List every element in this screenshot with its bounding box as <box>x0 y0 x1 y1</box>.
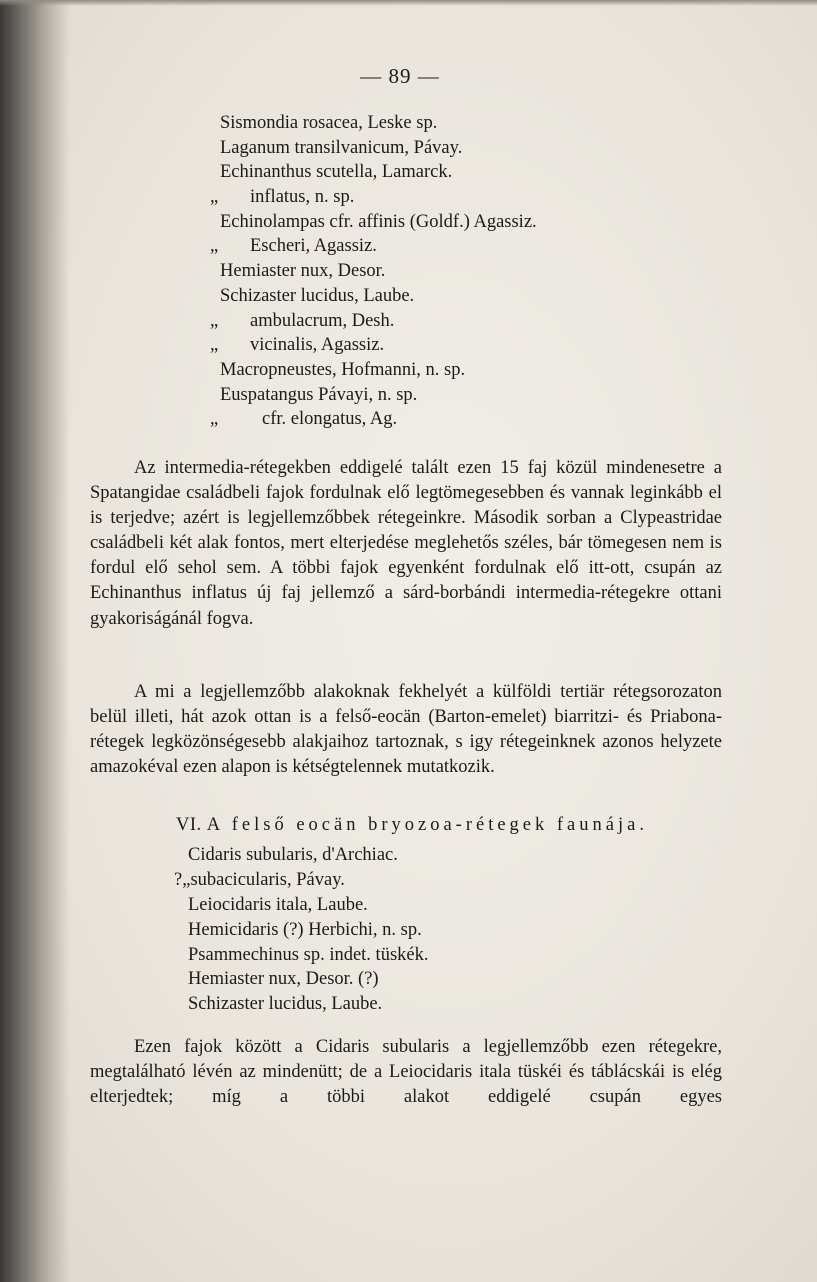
list-item: Schizaster lucidus, Laube. <box>220 285 415 306</box>
paragraph-text: Az intermedia-rétegekben eddigelé talált ezen 15 faj közül mindenesetre a Spatangidae családbeli fajok fordulnak elő legtömegesebben és vannak leginkább el is terjedve; azért is legjellemzőbbek rétegeinkre. Második sorban a Clypeastridae családbeli két alak fontos, mert elterjedése meglehetős széles, bár tömegesen nem is fordul elő sehol sem. A többi fajok egyenként fordulnak elő itt-ott, csupán az Echinanthus inflatus új faj jellemző a sárd-borbándi intermedia-rétegekre ottani gyakoriságánál fogva. <box>90 458 722 629</box>
ditto-mark: „ <box>210 310 219 331</box>
list-item: Echinolampas cfr. affinis (Goldf.) Agassiz. <box>220 211 537 232</box>
page-top-edge <box>0 0 817 6</box>
list-item: Laganum transilvanicum, Pávay. <box>220 137 463 158</box>
list-item: Echinanthus scutella, Lamarck. <box>220 162 453 183</box>
paragraph-text: Ezen fajok között a Cidaris subularis a legjellemzőbb ezen rétegekre, megtalálható lévén az mindenütt; de a Leiocidaris itala tüskéi és táblácskái is elég elterjedtek; míg a többi alakot eddigelé csupán egyes <box>90 1037 722 1108</box>
paragraph-stratigraphic-position <box>90 680 722 780</box>
list-item: ?„subacicularis, Pávay. <box>174 869 345 890</box>
list-item: „ vicinalis, Agassiz. <box>188 333 748 358</box>
query-mark: ? <box>174 869 183 890</box>
ditto-mark: „ <box>210 236 219 257</box>
ditto-mark: „ <box>210 335 219 356</box>
section-title: A felső eocän bryozoa-rétegek faunája. <box>206 815 648 835</box>
list-item: Cidaris subularis, d'Archiac. <box>188 845 398 865</box>
list-item: „ Escheri, Agassiz. <box>188 234 748 259</box>
ditto-mark: „ <box>210 187 219 208</box>
paragraph-text: A mi a legjellemzőbb alakoknak fekhelyét a külföldi tertiär rétegsorozaton belül illeti, hát azok ottan is a felső-eocän (Barton-emelet) biarritzi- és Priabona-rétegek legközönségesebb alakjaihoz tartoznak, s igy rétegeinknek azonos helyzete amazokéval ezen alapon is kétségtelennek mutatkozik. <box>90 682 722 778</box>
list-item: Euspatangus Pávayi, n. sp. <box>220 384 418 405</box>
list-item: Sismondia rosacea, Leske sp. <box>220 113 438 133</box>
list-item: „ inflatus, n. sp. <box>188 185 748 210</box>
list-item: Hemiaster nux, Desor. <box>220 261 386 282</box>
species-list-echinoids <box>188 111 748 432</box>
list-item: Leiocidaris itala, Laube. <box>188 894 368 915</box>
list-item: „ ambulacrum, Desh. <box>188 309 748 334</box>
paragraph-characteristic-species <box>90 1035 722 1110</box>
paragraph-echinoid-distribution <box>90 456 722 632</box>
list-item: Schizaster lucidus, Laube. <box>188 994 383 1015</box>
species-list-bryozoa-beds <box>174 843 748 1017</box>
page-number: — 89 — <box>360 64 440 88</box>
list-item: Hemiaster nux, Desor. (?) <box>188 969 379 990</box>
section-heading <box>176 815 736 836</box>
list-item: „ cfr. elongatus, Ag. <box>188 407 748 432</box>
ditto-mark: „ <box>210 409 219 430</box>
list-item: Hemicidaris (?) Herbichi, n. sp. <box>188 919 422 940</box>
list-item: Macropneustes, Hofmanni, n. sp. <box>220 359 466 380</box>
book-binding-shadow <box>0 0 70 1282</box>
list-item: Psammechinus sp. indet. tüskék. <box>188 944 429 965</box>
ditto-mark: „ <box>182 869 191 890</box>
section-number: VI. <box>176 815 202 835</box>
